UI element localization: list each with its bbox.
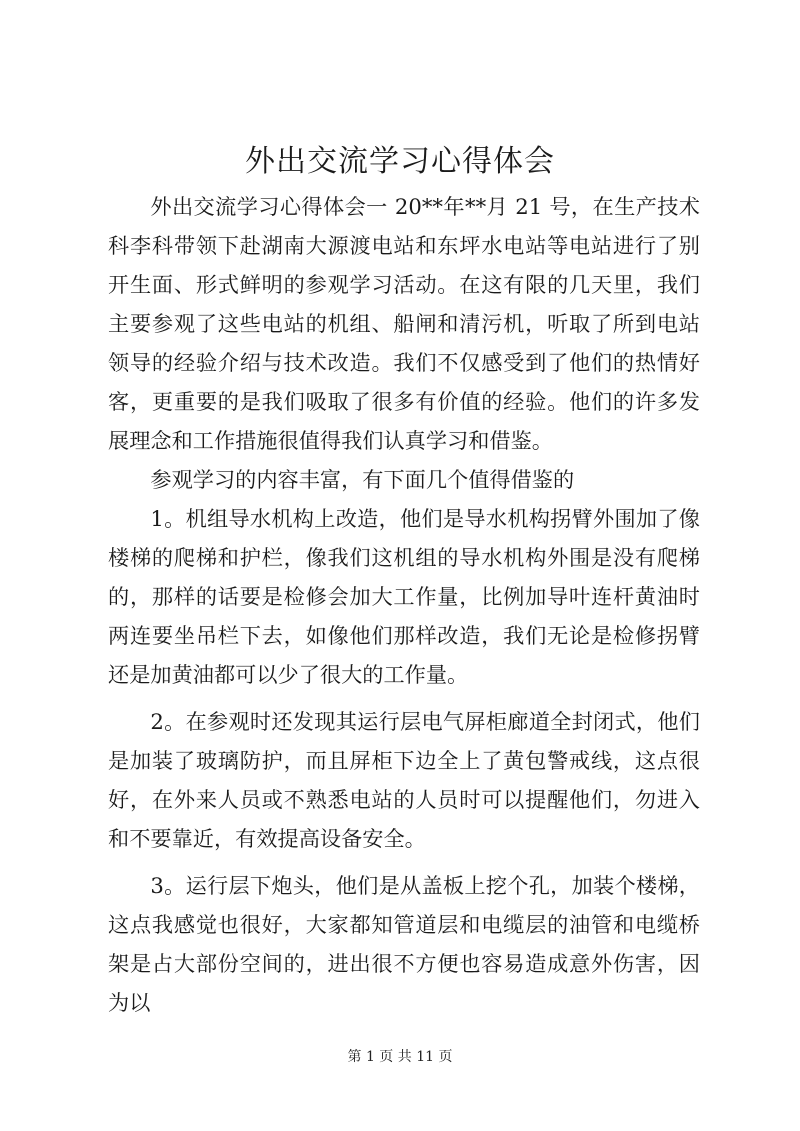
document-title: 外出交流学习心得体会 — [245, 144, 555, 179]
paragraph-intro: 外出交流学习心得体会一 20**年**月 21 号，在生产技术科李科带领下赴湖南大源渡电站和东坪水电站等电站进行了别开生面、形式鲜明的参观学习活动。在这有限的几天里，我们主要参观了这些电站的机组、船闸和清污机，听取了所到电站领导的经验介绍与技术改造。我们不仅感受到了他们的热情好客，更重要的是我们吸取了很多有价值的经验。他们的许多发展理念和工作措施很值得我们认真学习和借鉴。 — [108, 194, 700, 453]
document-body — [108, 187, 700, 1022]
paragraph-lead-in: 参观学习的内容丰富，有下面几个值得借鉴的 — [150, 467, 575, 492]
paragraph-item-3: 3。运行层下炮头，他们是从盖板上挖个孔，加装个楼梯，这点我感觉也很好，大家都知管道层和电缆层的油管和电缆桥架是占大部份空间的，进出很不方便也容易造成意外伤害，因为以 — [108, 873, 700, 1015]
paragraph-item-2: 2。在参观时还发现其运行层电气屏柜廊道全封闭式，他们是加装了玻璃防护，而且屏柜下边全上了黄包警戒线，这点很好，在外来人员或不熟悉电站的人员时可以提醒他们，勿进入和不要靠近，有效提高设备安全。 — [108, 709, 700, 851]
paragraph-item-1: 1。机组导水机构上改造，他们是导水机构拐臂外围加了像楼梯的爬梯和护栏，像我们这机组的导水机构外围是没有爬梯的，那样的话要是检修会加大工作量，比例加导叶连杆黄油时两连要坐吊栏下去，如像他们那样改造，我们无论是检修拐臂还是加黄油都可以少了很大的工作量。 — [108, 506, 700, 687]
page-number-footer: 第 1 页 共 11 页 — [347, 1049, 453, 1065]
